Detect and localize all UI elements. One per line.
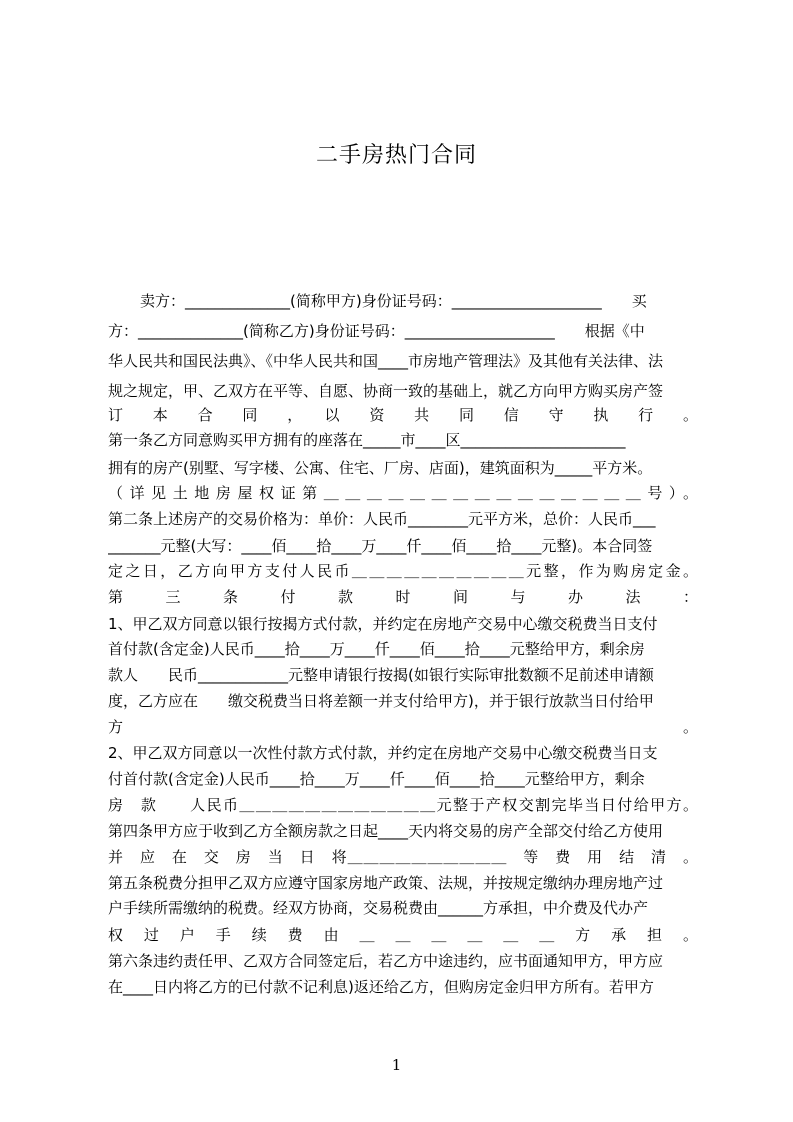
text-line: 付首付款(含定金)人民币____拾____万____仟____佰____拾____元整给甲方，剩余 — [108, 770, 645, 788]
text-line: 度，乙方应在 缴交税费当日将差额一并支付给甲方)，并于银行放款当日付给甲 — [108, 692, 654, 710]
text-line: 在____日内将乙方的已付款不记利息)返还给乙方，但购房定金归甲方所有。若甲方 — [108, 978, 654, 996]
text-line: _______元整(大写：____佰____拾____万____仟____佰____拾____元整)。本合同签 — [108, 537, 653, 555]
text-line: 1、甲乙双方同意以银行按揭方式付款，并约定在房地产交易中心缴交税费当日支付 — [108, 615, 658, 633]
text-line: 第一条乙方同意购买甲方拥有的座落在_____市____区______________________ — [108, 431, 626, 449]
page-number: 1 — [391, 1056, 402, 1074]
text-line: 2、甲乙双方同意以一次性付款方式付款，并约定在房地产交易中心缴交税费当日支 — [108, 744, 658, 762]
text-line: 规之规定，甲、乙双方在平等、自愿、协商一致的基础上，就乙方向甲方购买房产签 — [108, 382, 664, 400]
text-line: 房 款 人民币＿＿＿＿＿＿＿＿＿＿＿＿元整于产权交割完毕当日付给甲方。 — [108, 796, 698, 814]
contract-title: 二手房热门合同 — [315, 143, 477, 168]
text-line: 首付款(含定金)人民币____拾____万____仟____佰____拾____元整给甲方，剩余房 — [108, 640, 645, 658]
text-line: 第 三 条 付 款 时 间 与 办 法 ： — [108, 588, 698, 606]
text-line: 款人 民币____________元整申请银行按揭(如银行实际审批数额不足前述申请额 — [108, 666, 654, 684]
text-line: 权 过 户 手 续 费 由 ＿ ＿ ＿ ＿ ＿ ＿ 方 承 担 。 — [108, 926, 698, 944]
text-line: 拥有的房产(别墅、写字楼、公寓、住宅、厂房、店面)，建筑面积为_____平方米。 — [108, 459, 653, 477]
text-line: 方：______________(简称乙方)身份证号码：____________________ 根据《中 — [108, 322, 645, 340]
text-line: 第六条违约责任甲、乙双方合同签定后，若乙方中途违约，应书面通知甲方，甲方应 — [108, 952, 664, 970]
text-line: 第五条税费分担甲乙双方应遵守国家房地产政策、法规，并按规定缴纳办理房地产过 — [108, 874, 664, 892]
text-line: 第二条上述房产的交易价格为：单价：人民币________元平方米，总价：人民币___ — [108, 510, 656, 528]
text-line: 第四条甲方应于收到乙方全额房款之日起____天内将交易的房产全部交付给乙方使用 — [108, 822, 664, 840]
text-line: 订 本 合 同 ， 以 资 共 同 信 守 执 行 。 — [108, 406, 698, 424]
text-line: 户手续所需缴纳的税费。经双方协商，交易税费由______方承担，中介费及代办产 — [108, 899, 649, 917]
text-line: （详见土地房屋权证第＿＿＿＿＿＿＿＿＿＿＿＿＿＿＿号）。 — [108, 484, 698, 502]
text-line: 华人民共和国民法典》、《中华人民共和国____市房地产管理法》及其他有关法律、法 — [108, 352, 664, 370]
text-line: 卖方：______________(简称甲方)身份证号码：____________________ 买 — [140, 292, 647, 310]
text-line: 定之日，乙方向甲方支付人民币＿＿＿＿＿＿＿＿＿＿元整，作为购房定金。 — [108, 562, 698, 580]
text-line: 并 应 在 交 房 当 日 将＿＿＿＿＿＿＿＿＿＿ 等 费 用 结 清 。 — [108, 848, 698, 866]
text-line: 方 。 — [108, 718, 698, 736]
